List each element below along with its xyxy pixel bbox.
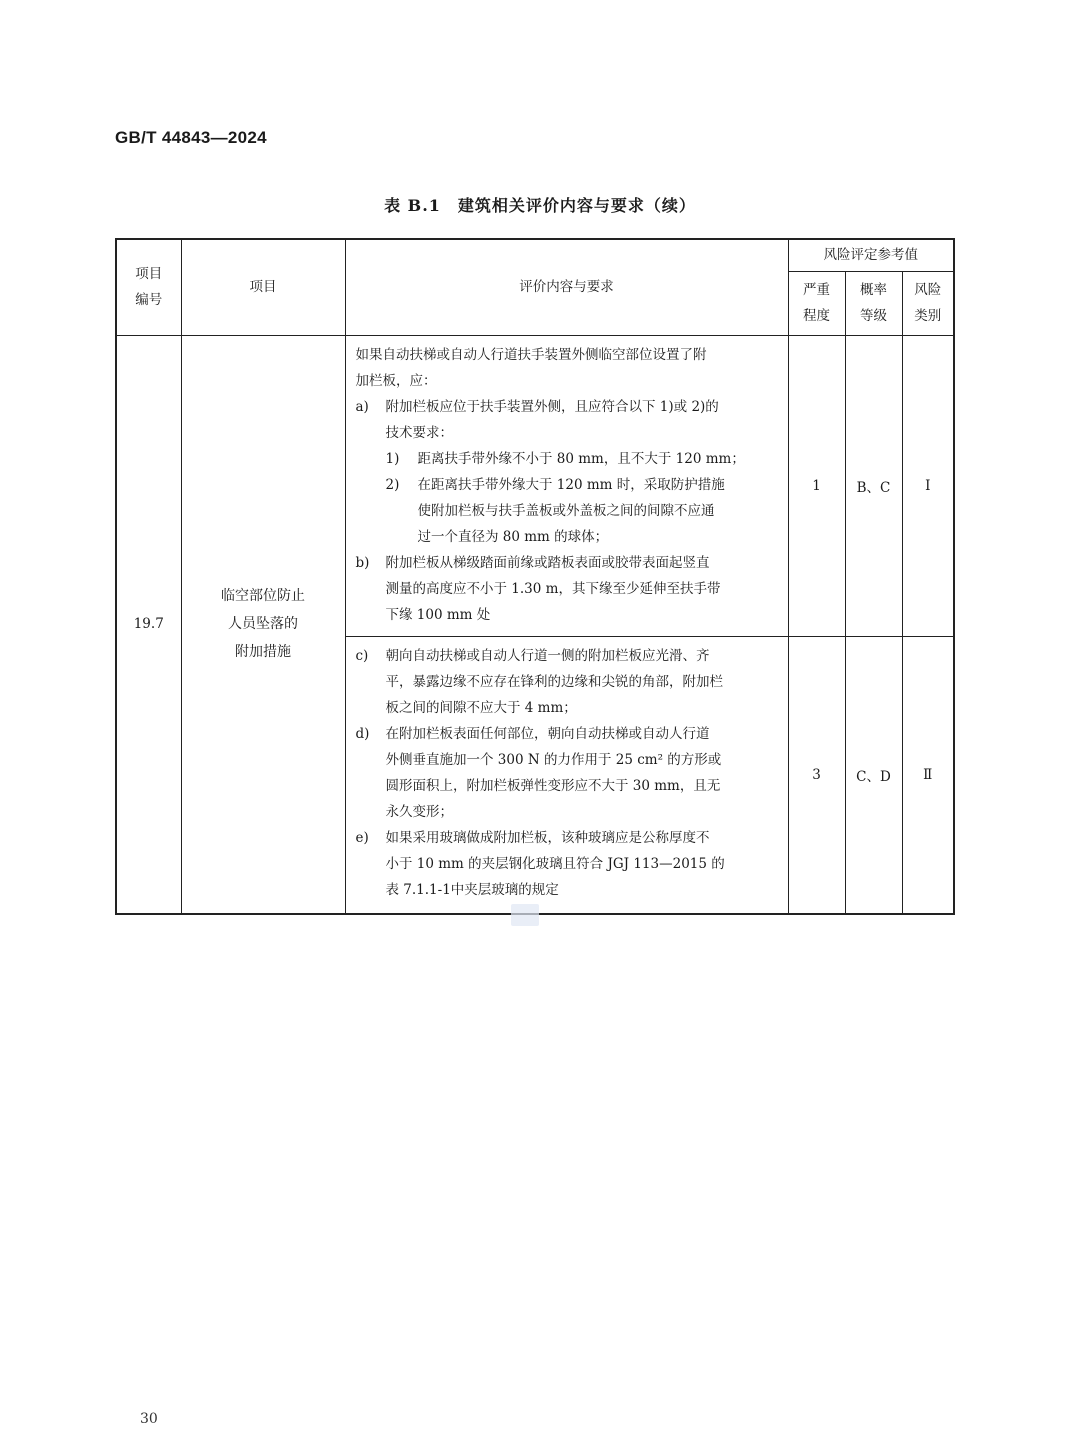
content-cell-1: 如果自动扶梯或自动人行道扶手装置外侧临空部位设置了附 加栏板，应： a) 附加栏板应位于扶手装置外侧，且应符合以下 1)或 2)的 技术要求： 1) 距离扶手带外缘不小于 80 mm，且不大于 120 mm； 2) 在距离扶手带外缘大于 120 mm 时，采取防护措施 使附加栏板与扶手盖板或外盖板之间的间隙不应通 过一个直径为 80 mm 的球体； b) 附加栏板从梯级踏面前缘或踏板表面或胶带表面起竖直 测量的高度应不小于 1.30 m，其下缘至少延伸至扶手带 下缘 100 mm 处 [345, 335, 788, 636]
standard-code: GB/T 44843—2024 [115, 128, 267, 147]
item-name: 临空部位防止 人员坠落的 附加措施 [181, 335, 345, 914]
col-header-severity: 严重 程度 [788, 271, 845, 335]
item-number: 19.7 [116, 335, 181, 914]
page-number: 30 [140, 1411, 158, 1427]
watermark-logo [511, 904, 539, 926]
col-header-probability: 概率 等级 [845, 271, 902, 335]
risk-category-value: Ⅰ [902, 335, 954, 636]
table-row [116, 335, 954, 636]
severity-value: 1 [788, 335, 845, 636]
evaluation-table [115, 238, 955, 915]
col-header-item-no: 项目 编号 [116, 239, 181, 335]
col-header-item: 项目 [181, 239, 345, 335]
col-header-risk-group: 风险评定参考值 [788, 239, 954, 271]
risk-category-value: Ⅱ [902, 636, 954, 914]
table-title: 表 B.1 建筑相关评价内容与要求（续） [384, 196, 696, 215]
probability-value: C、D [845, 636, 902, 914]
content-cell-2: c) 朝向自动扶梯或自动人行道一侧的附加栏板应光滑、齐 平，暴露边缘不应存在锋利的边缘和尖锐的角部，附加栏 板之间的间隙不应大于 4 mm； d) 在附加栏板表面任何部位，朝向自动扶梯或自动人行道 外侧垂直施加一个 300 N 的力作用于 25 cm² 的方形或 圆形面积上，附加栏板弹性变形应不大于 30 mm，且无 永久变形； e) 如果采用玻璃做成附加栏板，该种玻璃应是公称厚度不 小于 10 mm 的夹层钢化玻璃且符合 JGJ 113—2015 的 表 7.1.1-1中夹层玻璃的规定 [345, 636, 788, 914]
col-header-category: 风险 类别 [902, 271, 954, 335]
col-header-content: 评价内容与要求 [345, 239, 788, 335]
probability-value: B、C [845, 335, 902, 636]
severity-value: 3 [788, 636, 845, 914]
